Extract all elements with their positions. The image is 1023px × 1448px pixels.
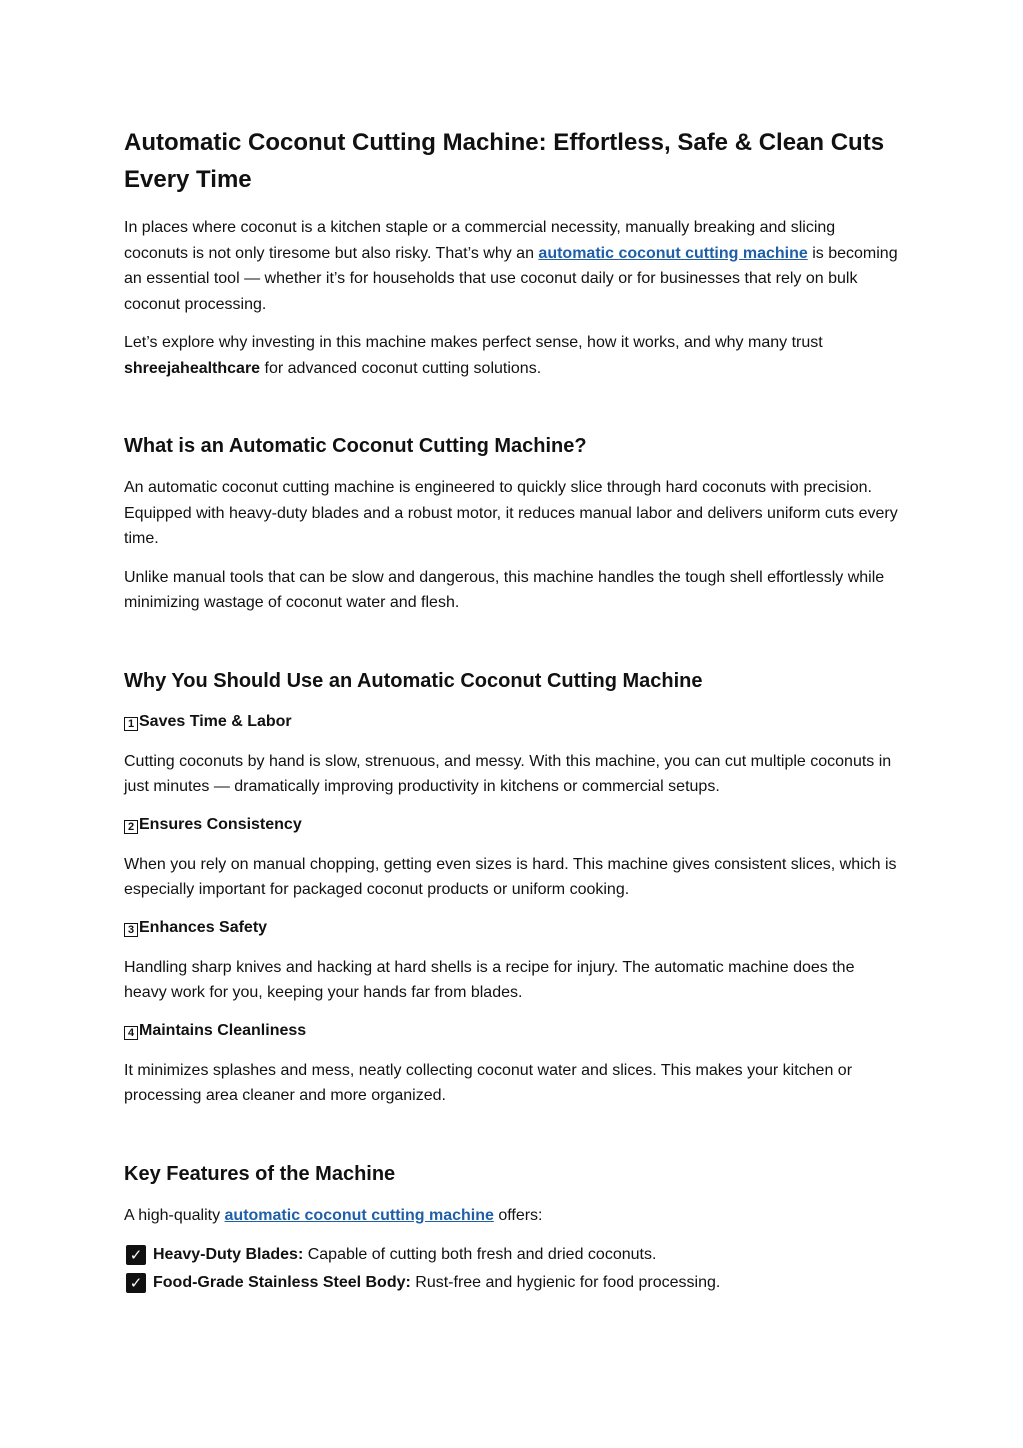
- section-heading-what: What is an Automatic Coconut Cutting Machine?: [124, 435, 587, 457]
- feature-text: Rust-free and hygienic for food processing.: [410, 1274, 721, 1291]
- section-heading-features: Key Features of the Machine: [124, 1162, 396, 1185]
- benefit-text: Cutting coconuts by hand is slow, strenuous, and messy. With this machine, you can cut multiple coconuts in just minutes — dramatically improving productivity in kitchens or commercial setups.: [124, 752, 892, 795]
- intro-text: is becoming an essential tool — whether it’s for households that use coconut daily or for businesses that rely on bulk coconut processing.: [124, 244, 898, 313]
- features-intro-text: offers:: [493, 1206, 543, 1224]
- section-heading-why: Why You Should Use an Automatic Coconut Cutting Machine: [124, 669, 703, 692]
- article: [124, 124, 899, 1297]
- number-badge-icon: 3: [124, 923, 138, 937]
- coconut-machine-link[interactable]: automatic coconut cutting machine: [224, 1206, 494, 1224]
- what-paragraph-2: Unlike manual tools that can be slow and dangerous, this machine handles the tough shell effortlessly while minimizing wastage of coconut water and flesh.: [124, 568, 885, 611]
- page-title: Automatic Coconut Cutting Machine: Effortless, Safe & Clean Cuts Every Time: [124, 129, 885, 193]
- feature-label: Heavy-Duty Blades:: [153, 1246, 304, 1263]
- coconut-machine-link[interactable]: automatic coconut cutting machine: [538, 244, 808, 262]
- list-item: [124, 1241, 899, 1269]
- number-badge-icon: 4: [124, 1026, 138, 1040]
- what-paragraph-1: An automatic coconut cutting machine is engineered to quickly slice through hard coconuts with precision. Equipped with heavy-duty blades and a robust motor, it reduces manual labor and delivers uniform cuts every time.: [124, 479, 898, 547]
- intro-paragraph-2: [124, 330, 899, 381]
- number-badge-icon: 2: [124, 820, 138, 834]
- intro-text: In places where coconut is a kitchen staple or a commercial necessity, manually breaking and slicing coconuts is not only tiresome but also risky. That’s why an: [124, 219, 836, 262]
- list-item: [124, 1269, 899, 1297]
- benefit-title: [124, 813, 899, 837]
- intro-paragraph-1: [124, 215, 899, 317]
- benefit-title: [124, 916, 899, 940]
- number-badge-icon: 1: [124, 717, 138, 731]
- benefit-text: When you rely on manual chopping, getting even sizes is hard. This machine gives consistent slices, which is especially important for packaged coconut products or uniform cooking.: [124, 855, 897, 898]
- benefit-title-text: Maintains Cleanliness: [139, 1021, 307, 1039]
- intro-text: for advanced coconut cutting solutions.: [260, 359, 542, 377]
- brand-name: shreejahealthcare: [124, 359, 261, 377]
- checkmark-icon: ✓: [126, 1273, 146, 1293]
- benefit-title-text: Ensures Consistency: [139, 815, 302, 833]
- benefit-title-text: Enhances Safety: [139, 918, 268, 936]
- benefit-title: [124, 710, 899, 734]
- feature-list: [124, 1241, 899, 1297]
- benefit-text: Handling sharp knives and hacking at hard shells is a recipe for injury. The automatic machine does the heavy work for you, keeping your hands far from blades.: [124, 958, 855, 1001]
- checkmark-icon: ✓: [126, 1245, 146, 1265]
- features-intro-text: A high-quality: [124, 1206, 225, 1224]
- feature-label: Food-Grade Stainless Steel Body:: [153, 1274, 411, 1291]
- feature-text: Capable of cutting both fresh and dried coconuts.: [303, 1246, 657, 1263]
- benefit-title: [124, 1019, 899, 1043]
- intro-text: Let’s explore why investing in this machine makes perfect sense, how it works, and why many trust: [124, 334, 823, 351]
- benefit-title-text: Saves Time & Labor: [139, 712, 292, 730]
- features-intro: [124, 1203, 899, 1229]
- benefit-text: It minimizes splashes and mess, neatly collecting coconut water and slices. This makes your kitchen or processing area cleaner and more organized.: [124, 1061, 853, 1104]
